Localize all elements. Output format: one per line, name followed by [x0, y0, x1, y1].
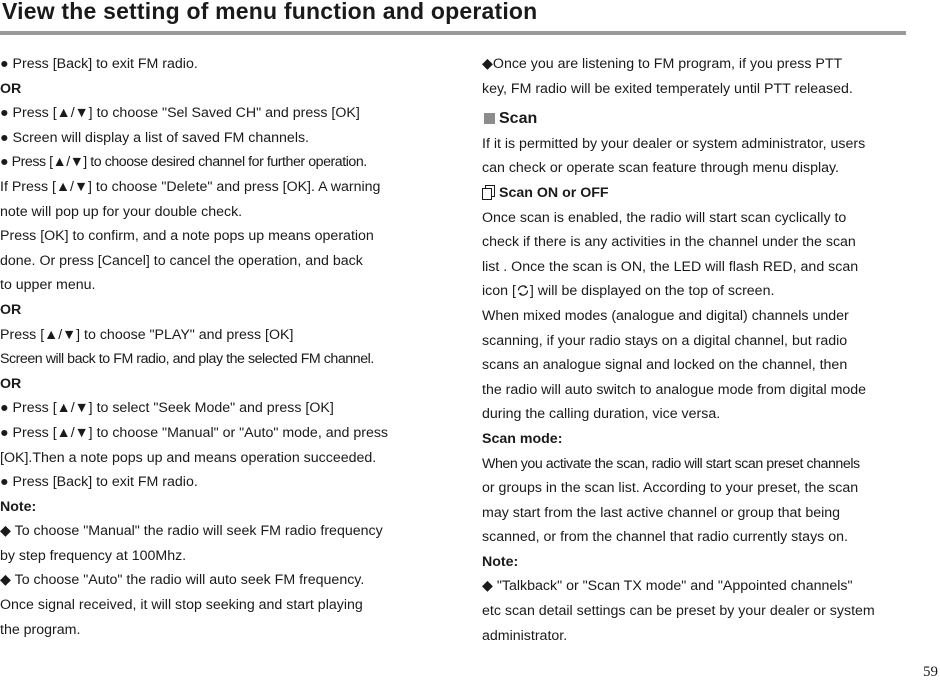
or-label: OR — [0, 301, 22, 318]
text-line: can check or operate scan feature through menu display. — [482, 160, 840, 177]
scan-onoff-heading-text: Scan ON or OFF — [499, 184, 609, 201]
scan-heading-text: Scan — [499, 110, 538, 128]
text-line: ● Screen will display a list of saved FM channels. — [0, 129, 310, 146]
page-number: 59 — [923, 664, 938, 680]
text-line: the program. — [0, 621, 81, 638]
text-line: Once signal received, it will stop seeking and start playing — [0, 597, 363, 614]
text-line: When you activate the scan, radio will start scan preset channels — [482, 455, 860, 472]
note-heading: Note: — [482, 553, 519, 570]
text-line: Press [OK] to confirm, and a note pops up means operation — [0, 228, 374, 245]
page-title: View the setting of menu function and operation — [2, 0, 538, 24]
text-line: When mixed modes (analogue and digital) channels under — [482, 307, 849, 324]
text-line: If Press [▲/▼] to choose "Delete" and press [OK]. A warning — [0, 178, 381, 195]
icon-line-start: icon [ — [482, 283, 516, 300]
text-line: by step frequency at 100Mhz. — [0, 547, 187, 564]
text-line: scanning, if your radio stays on a digital channel, but radio — [482, 332, 848, 349]
right-column — [482, 52, 914, 648]
text-line: If it is permitted by your dealer or system administrator, users — [482, 135, 866, 152]
text-line: or groups in the scan list. According to your preset, the scan — [482, 480, 859, 497]
scan-section-heading — [482, 107, 914, 132]
text-line: Screen will back to FM radio, and play the selected FM channel. — [0, 351, 374, 368]
text-line: the radio will auto switch to analogue mode from digital mode — [482, 381, 867, 398]
text-line: scanned, or from the channel that radio currently stays on. — [482, 529, 848, 546]
text-line: ● Press [▲/▼] to choose "Sel Saved CH" and press [OK] — [0, 105, 360, 122]
text-line: ● Press [▲/▼] to choose desired channel for further operation. — [0, 154, 367, 171]
text-line: during the calling duration, vice versa. — [482, 406, 721, 423]
or-label: OR — [0, 375, 22, 392]
text-line: administrator. — [482, 627, 568, 644]
text-line: may start from the last active channel or group that being — [482, 504, 841, 521]
text-line: ◆ To choose "Auto" the radio will auto seek FM frequency. — [0, 572, 365, 589]
text-line: list . Once the scan is ON, the LED will flash RED, and scan — [482, 258, 859, 275]
text-line: Once scan is enabled, the radio will start scan cyclically to — [482, 209, 847, 226]
text-line: done. Or press [Cancel] to cancel the operation, and back — [0, 252, 363, 269]
scan-onoff-heading — [482, 181, 914, 206]
text-line: to upper menu. — [0, 277, 96, 294]
scan-icon — [516, 284, 530, 297]
text-line — [482, 279, 914, 304]
text-line: ● Press [Back] to exit FM radio. — [0, 56, 198, 72]
text-line: scans an analogue signal and locked on the channel, then — [482, 357, 848, 374]
text-line: ◆ To choose "Manual" the radio will seek FM radio frequency — [0, 523, 383, 540]
or-label: OR — [0, 80, 22, 97]
text-line: ◆Once you are listening to FM program, if you press PTT — [482, 56, 843, 72]
text-line: ◆ "Talkback" or "Scan TX mode" and "Appointed channels" — [482, 578, 853, 595]
left-column — [0, 52, 432, 642]
text-line: check if there is any activities in the channel under the scan — [482, 234, 856, 251]
section-square-icon — [484, 113, 495, 124]
text-line: ● Press [Back] to exit FM radio. — [0, 474, 198, 491]
scan-mode-heading: Scan mode: — [482, 430, 563, 447]
text-line: ● Press [▲/▼] to select "Seek Mode" and press [OK] — [0, 400, 334, 417]
text-line: Press [▲/▼] to choose "PLAY" and press [OK] — [0, 326, 294, 343]
text-line: [OK].Then a note pops up and means operation succeeded. — [0, 449, 377, 466]
title-divider — [0, 31, 906, 35]
text-line: key, FM radio will be exited temperately until PTT released. — [482, 80, 853, 97]
note-heading: Note: — [0, 498, 37, 515]
text-line: note will pop up for your double check. — [0, 203, 243, 220]
text-line: etc scan detail settings can be preset by your dealer or system — [482, 603, 875, 620]
document-pages-icon — [482, 185, 496, 200]
text-line: ● Press [▲/▼] to choose "Manual" or "Auto" mode, and press — [0, 424, 389, 441]
icon-line-end: ] will be displayed on the top of screen. — [529, 283, 775, 300]
